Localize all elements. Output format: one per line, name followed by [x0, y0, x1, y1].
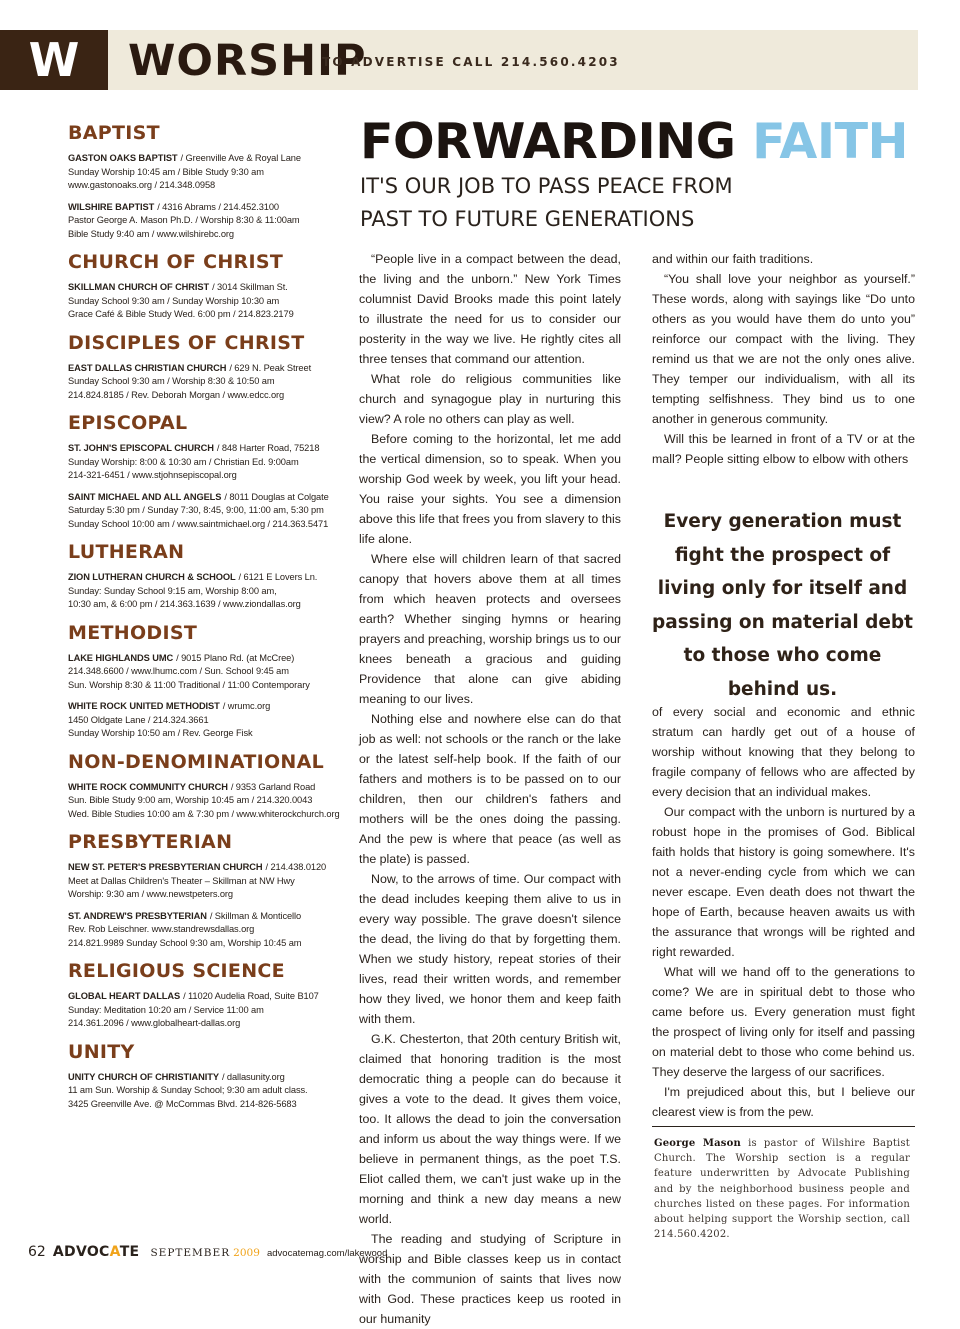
church-detail: 214.821.9989 Sunday School 9:30 am, Worship 10:45 am — [68, 937, 302, 948]
church-detail: Sun. Bible Study 9:00 am, Worship 10:45 am / 214.320.0043 — [68, 795, 313, 805]
church-detail: Grace Café & Bible Study Wed. 6:00 pm / 214.823.2179 — [68, 309, 294, 319]
church-detail: 11 am Sun. Worship & Sunday School; 9:30 am adult class. — [68, 1085, 308, 1095]
denomination-section — [68, 410, 348, 531]
church-name: UNITY CHURCH OF CHRISTIANITY — [68, 1071, 219, 1082]
church-detail: Sunday: Sunday School 9:15 am, Worship 8:00 am, — [68, 585, 277, 596]
church-detail: / 4316 Abrams / 214.452.3100 — [157, 201, 279, 212]
publication-logo: ADVOCATE — [52, 1244, 140, 1260]
church-detail: Bible Study 9:40 am / www.wilshirebc.org — [68, 228, 234, 239]
article-column-1 — [359, 249, 621, 1329]
church-listing — [68, 201, 348, 242]
church-detail: 1450 Oldgate Lane / 214.324.3661 — [68, 714, 209, 725]
article-paragraph: What role do religious communities like church and synagogue play in nurturing this view? A role no others can play as well. — [359, 372, 621, 426]
church-name: SKILLMAN CHURCH OF CHRIST — [68, 282, 210, 292]
article-paragraph: Will this be learned in front of a TV or at the mall? People sitting elbow to elbow with others — [652, 432, 915, 466]
article-paragraph: Nothing else and nowhere else can do that job as well: not schools or the ranch or the lake or the latest self-help book. If the faith of our fathers and mothers is to be passed on to our children, then our children's fathers and mothers will be the ones doing the passing. And the pew is where that peace (as well as the plate) is passed. — [359, 712, 621, 866]
denomination-heading: NON-DENOMINATIONAL — [68, 750, 325, 773]
denomination-heading: LUTHERAN — [68, 541, 185, 563]
denomination-section — [68, 620, 348, 741]
church-detail: Sunday School 10:00 am / www.saintmichael.org / 214.363.5471 — [68, 518, 329, 529]
article-column-2-bottom — [652, 702, 915, 1122]
advertise-phone: TO ADVERTISE CALL 214.560.4203 — [322, 55, 620, 69]
church-listing — [68, 990, 348, 1031]
church-detail: / wrumc.org — [222, 701, 271, 711]
church-detail: 214.824.8185 / Rev. Deborah Morgan / www.edcc.org — [68, 389, 285, 400]
church-listing — [68, 652, 348, 693]
article-paragraph: “You shall love your neighbor as yourself.” These words, along with sayings like “Do unto others as you would have them do unto you” reinforce our compact with the living. They remind us that we are not the only ones alive. They temper our individualism, with all its tempting selfishness. They bind us to one another in generous community. — [652, 272, 915, 426]
article-paragraph: I'm prejudiced about this, but I believe our clearest view is from the pew. — [652, 1085, 915, 1119]
church-detail: / 11020 Audelia Road, Suite B107 — [183, 991, 319, 1001]
article-paragraph: and within our faith traditions. — [652, 252, 814, 266]
page-number: 62 — [28, 1244, 46, 1260]
church-listing — [68, 362, 348, 403]
church-detail: / 8011 Douglas at Colgate — [224, 491, 329, 502]
bio-divider — [652, 1126, 915, 1127]
church-listing — [68, 571, 348, 612]
publication-url: advocatemag.com/lakewood — [266, 1248, 388, 1259]
denomination-section — [68, 749, 348, 822]
church-detail: Rev. Rob Leischner. www.standrewsdallas.org — [68, 924, 255, 934]
church-name: WHITE ROCK COMMUNITY CHURCH — [68, 781, 228, 792]
article-paragraph: of every social and economic and ethnic stratum can hardly get out of a house of worship without knowing that they belong to fragile company of fellows who are affected by every decision that an individual makes. — [652, 705, 915, 799]
church-detail: / Greenville Ave & Royal Lane — [180, 153, 301, 163]
article-paragraph: G.K. Chesterton, that 20th century British wit, claimed that honoring tradition is the most democratic thing a people can do because it gives a vote to the dead. It gives them voice, too. It allows the dead to join the conversation and inform us about the way things were. If we believe in permanent things, as the poet T.S. Eliot called them, we can't just wake up in the morning and think a new day means a new world. — [359, 1032, 621, 1226]
church-detail: 214-321-6451 / www.stjohnsepiscopal.org — [68, 470, 237, 480]
denomination-heading: BAPTIST — [68, 122, 160, 144]
denomination-heading: EPISCOPAL — [68, 412, 188, 434]
church-listing — [68, 700, 348, 741]
church-detail: / Skillman & Monticello — [209, 910, 302, 921]
church-detail: Saturday 5:30 pm / Sunday 7:30, 8:45, 9:00, 11:00 am, 5:30 pm — [68, 505, 324, 515]
church-detail: Wed. Bible Studies 10:00 am & 7:30 pm / www.whiterockchurch.org — [68, 808, 340, 819]
church-detail: 214.348.6600 / www.lhumc.com / Sun. School 9:45 am — [68, 666, 289, 676]
section-title: WORSHIP — [128, 36, 367, 86]
church-detail: / dallasunity.org — [221, 1071, 285, 1082]
article-column-2-top — [652, 249, 915, 469]
article-headline — [360, 112, 908, 172]
church-detail: Sunday School 9:30 am / Worship 8:30 & 10:50 am — [68, 376, 275, 386]
church-detail: / 6121 E Lovers Ln. — [238, 572, 318, 582]
article-paragraph: What will we hand off to the generations to come? We are in spiritual debt to those who came before us. Every generation must fight the prospect of living only for itself and passing on material debt to those who come behind us. They deserve the largess of our sacrifices. — [652, 965, 915, 1079]
church-listing — [68, 491, 348, 532]
denomination-section — [68, 120, 348, 241]
church-listing — [68, 910, 348, 951]
denomination-section — [68, 829, 348, 950]
denomination-section — [68, 249, 348, 322]
church-detail: Sunday Worship 10:45 am / Bible Study 9:30 am — [68, 166, 264, 177]
church-detail: Sunday Worship: 8:00 & 10:30 am / Christian Ed. 9:00am — [68, 456, 299, 467]
church-listing — [68, 281, 348, 322]
church-name: EAST DALLAS CHRISTIAN CHURCH — [68, 362, 227, 373]
church-detail: Sunday School 9:30 am / Sunday Worship 10:30 am — [68, 295, 280, 306]
church-detail: / 629 N. Peak Street — [229, 362, 312, 373]
church-name: GASTON OAKS BAPTIST — [68, 153, 178, 163]
section-header — [0, 30, 918, 90]
article-paragraph: The reading and studying of Scripture in worship and Bible classes keep us in contact with the communion of saints that lives now with God. These practices keep us rooted in our humanity — [359, 1232, 621, 1326]
church-detail: Sunday: Meditation 10:20 am / Service 11:00 am — [68, 1004, 264, 1015]
church-detail: Meet at Dallas Children's Theater – Skillman at NW Hwy — [68, 875, 295, 886]
church-name: ST. JOHN'S EPISCOPAL CHURCH — [68, 443, 214, 453]
church-name: NEW ST. PETER'S PRESBYTERIAN CHURCH — [68, 862, 263, 872]
denomination-section — [68, 330, 348, 403]
denomination-heading: RELIGIOUS SCIENCE — [68, 960, 285, 982]
page-footer — [28, 1244, 387, 1260]
church-name: ST. ANDREW'S PRESBYTERIAN — [68, 910, 207, 921]
headline-main: FORWARDING — [360, 113, 736, 170]
article-paragraph: Where else will children learn of that sacred canopy that hovers above them at all times from which heaven protects and oversees earth? Whether singing hymns or hearing prayers and preaching, worship brings us to our knees beneath a gracious and guiding Providence that alone can give abiding meaning to our lives. — [359, 552, 621, 706]
church-name: ZION LUTHERAN CHURCH & SCHOOL — [68, 572, 236, 582]
article-paragraph: Before coming to the horizontal, let me add the vertical dimension, so to speak. When you worship God week by week, you lift your head. You raise your sights. You see a dimension above this life that frees you from slavery to this life alone. — [359, 432, 621, 546]
issue-month: SEPTEMBER — [150, 1247, 231, 1259]
church-name: LAKE HIGHLANDS UMC — [68, 652, 174, 663]
church-name: SAINT MICHAEL AND ALL ANGELS — [68, 491, 222, 502]
section-badge: W — [0, 30, 108, 90]
church-name: WILSHIRE BAPTIST — [68, 201, 155, 212]
church-detail: Sun. Worship 8:30 & 11:00 Traditional / 11:00 Contemporary — [68, 679, 310, 690]
church-listing — [68, 152, 348, 193]
article-paragraph: Now, to the arrows of time. Our compact with the dead includes keeping them alive to us in every way possible. The grave doesn't silence the dead, the living do that by forgetting them. When we study history, repeat stories of their lives, read their written words, and remember how they lived, we honor them and keep faith with them. — [359, 872, 621, 1026]
denomination-heading: DISCIPLES OF CHRIST — [68, 331, 305, 354]
church-detail: 3425 Greenville Ave. @ McCommas Blvd. 214-826-5683 — [68, 1098, 297, 1109]
denomination-heading: UNITY — [68, 1040, 135, 1063]
denomination-heading: CHURCH OF CHRIST — [68, 251, 284, 273]
bio-text: is pastor of Wilshire Baptist Church. The Worship section is a regular feature underwritten by Advocate Publishing and by the neighborhood business people and churches listed on these pages. For information about helping support the Worship section, call 214.560.4202. — [654, 1138, 910, 1241]
church-detail: / 9015 Plano Rd. (at McCree) — [176, 652, 295, 663]
worship-directory — [68, 120, 348, 1119]
denomination-heading: PRESBYTERIAN — [68, 831, 233, 853]
church-listing — [68, 1071, 348, 1112]
church-detail: Worship: 9:30 am / www.newstpeters.org — [68, 889, 233, 899]
church-detail: 10:30 am, & 6:00 pm / 214.363.1639 / www.ziondallas.org — [68, 599, 301, 609]
church-detail: www.gastonoaks.org / 214.348.0958 — [68, 180, 216, 190]
denomination-heading: METHODIST — [68, 621, 198, 644]
church-detail: / 848 Harter Road, 75218 — [216, 443, 320, 453]
church-listing — [68, 861, 348, 902]
pull-quote: Every generation must fight the prospect of living only for itself and passing on material debt to those who come behind us. — [651, 511, 914, 700]
church-listing — [68, 781, 348, 822]
church-name: GLOBAL HEART DALLAS — [68, 991, 181, 1001]
church-detail: / 9353 Garland Road — [230, 781, 316, 792]
issue-year: 2009 — [233, 1247, 260, 1259]
headline-accent: FAITH — [752, 113, 908, 170]
author-bio — [654, 1136, 910, 1242]
denomination-section — [68, 958, 348, 1031]
article-paragraph: Our compact with the unborn is nurtured by a robust hope in the promises of God. Biblical faith holds that history is going somewhere. It's not a never-ending cycle from which we can never escape. Even death does not thwart the hope of Earth, because heaven awaits us with the assurance that wrongs will be righted and right rewarded. — [652, 805, 915, 959]
church-detail: 214.361.2096 / www.globalheart-dallas.org — [68, 1018, 241, 1028]
church-listing — [68, 442, 348, 483]
denomination-section — [68, 539, 348, 612]
denomination-section — [68, 1039, 348, 1112]
article-paragraph: “People live in a compact between the dead, the living and the unborn.” New York Times columnist David Brooks made this point lately to illustrate the need for us to consider our posterity in the way we live. He rightly cites all three tenses that command our attention. — [359, 252, 621, 366]
church-detail: Sunday Worship 10:50 am / Rev. George Fisk — [68, 728, 253, 738]
church-detail: / 3014 Skillman St. — [212, 282, 288, 292]
church-name: WHITE ROCK UNITED METHODIST — [68, 701, 220, 711]
bio-author: George Mason — [654, 1138, 741, 1149]
church-detail: / 214.438.0120 — [265, 862, 327, 872]
article-deck: IT'S OUR JOB TO PASS PEACE FROM PAST TO FUTURE GENERATIONS — [360, 174, 733, 231]
church-detail: Pastor George A. Mason Ph.D. / Worship 8:30 & 11:00am — [68, 215, 300, 225]
